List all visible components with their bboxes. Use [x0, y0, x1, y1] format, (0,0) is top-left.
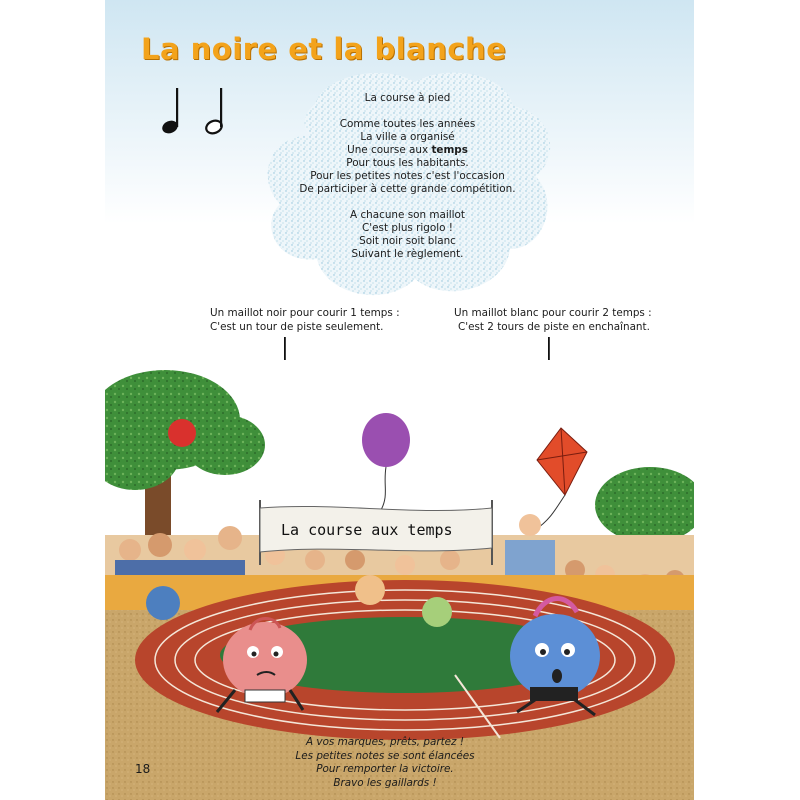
verse-line: Pour remporter la victoire.	[316, 763, 454, 775]
poem-line: Pour tous les habitants.	[346, 157, 469, 169]
poem-line: Suivant le règlement.	[351, 248, 464, 260]
book-page	[105, 0, 694, 800]
poem-line: Soit noir soit blanc	[359, 235, 456, 247]
poem-heading: La course à pied	[364, 92, 451, 104]
explanation-line: Un maillot blanc pour courir 2 temps :	[454, 307, 652, 319]
poem-line: C'est plus rigolo !	[362, 222, 453, 234]
explanation-line: C'est 2 tours de piste en enchaînant.	[458, 321, 650, 333]
poem-line: A chacune son maillot	[350, 209, 465, 221]
poem	[265, 92, 550, 261]
black-note-explanation	[210, 306, 400, 334]
page-title: La noire et la blanche	[141, 32, 507, 66]
red-balloon	[168, 419, 196, 447]
poem-line: De participer à cette grande compétition.	[299, 183, 516, 195]
explanation-line: Un maillot noir pour courir 1 temps :	[210, 307, 400, 319]
poem-line: Une course aux	[347, 144, 429, 156]
closing-verse	[285, 736, 485, 790]
poem-line-with-bold	[265, 144, 550, 157]
poem-line: Comme toutes les années	[339, 118, 476, 130]
quarter-note-icon	[160, 88, 179, 136]
poem-line: La ville a organisé	[360, 131, 455, 143]
white-note-explanation	[454, 306, 652, 334]
half-note-icon	[204, 88, 223, 136]
banner-text: La course aux temps	[281, 521, 453, 539]
race-scene-illustration	[105, 360, 694, 800]
page-number: 18	[135, 762, 151, 776]
title-notes-illustration	[157, 86, 237, 138]
verse-line: A vos marques, prêts, partez !	[306, 736, 464, 748]
poem-bold-word: temps	[431, 144, 468, 156]
verse-line: Les petites notes se sont élancées	[295, 749, 475, 762]
explanation-line: C'est un tour de piste seulement.	[210, 321, 384, 333]
verse-line: Bravo les gaillards !	[333, 776, 437, 789]
poem-line: Pour les petites notes c'est l'occasion	[310, 170, 505, 182]
